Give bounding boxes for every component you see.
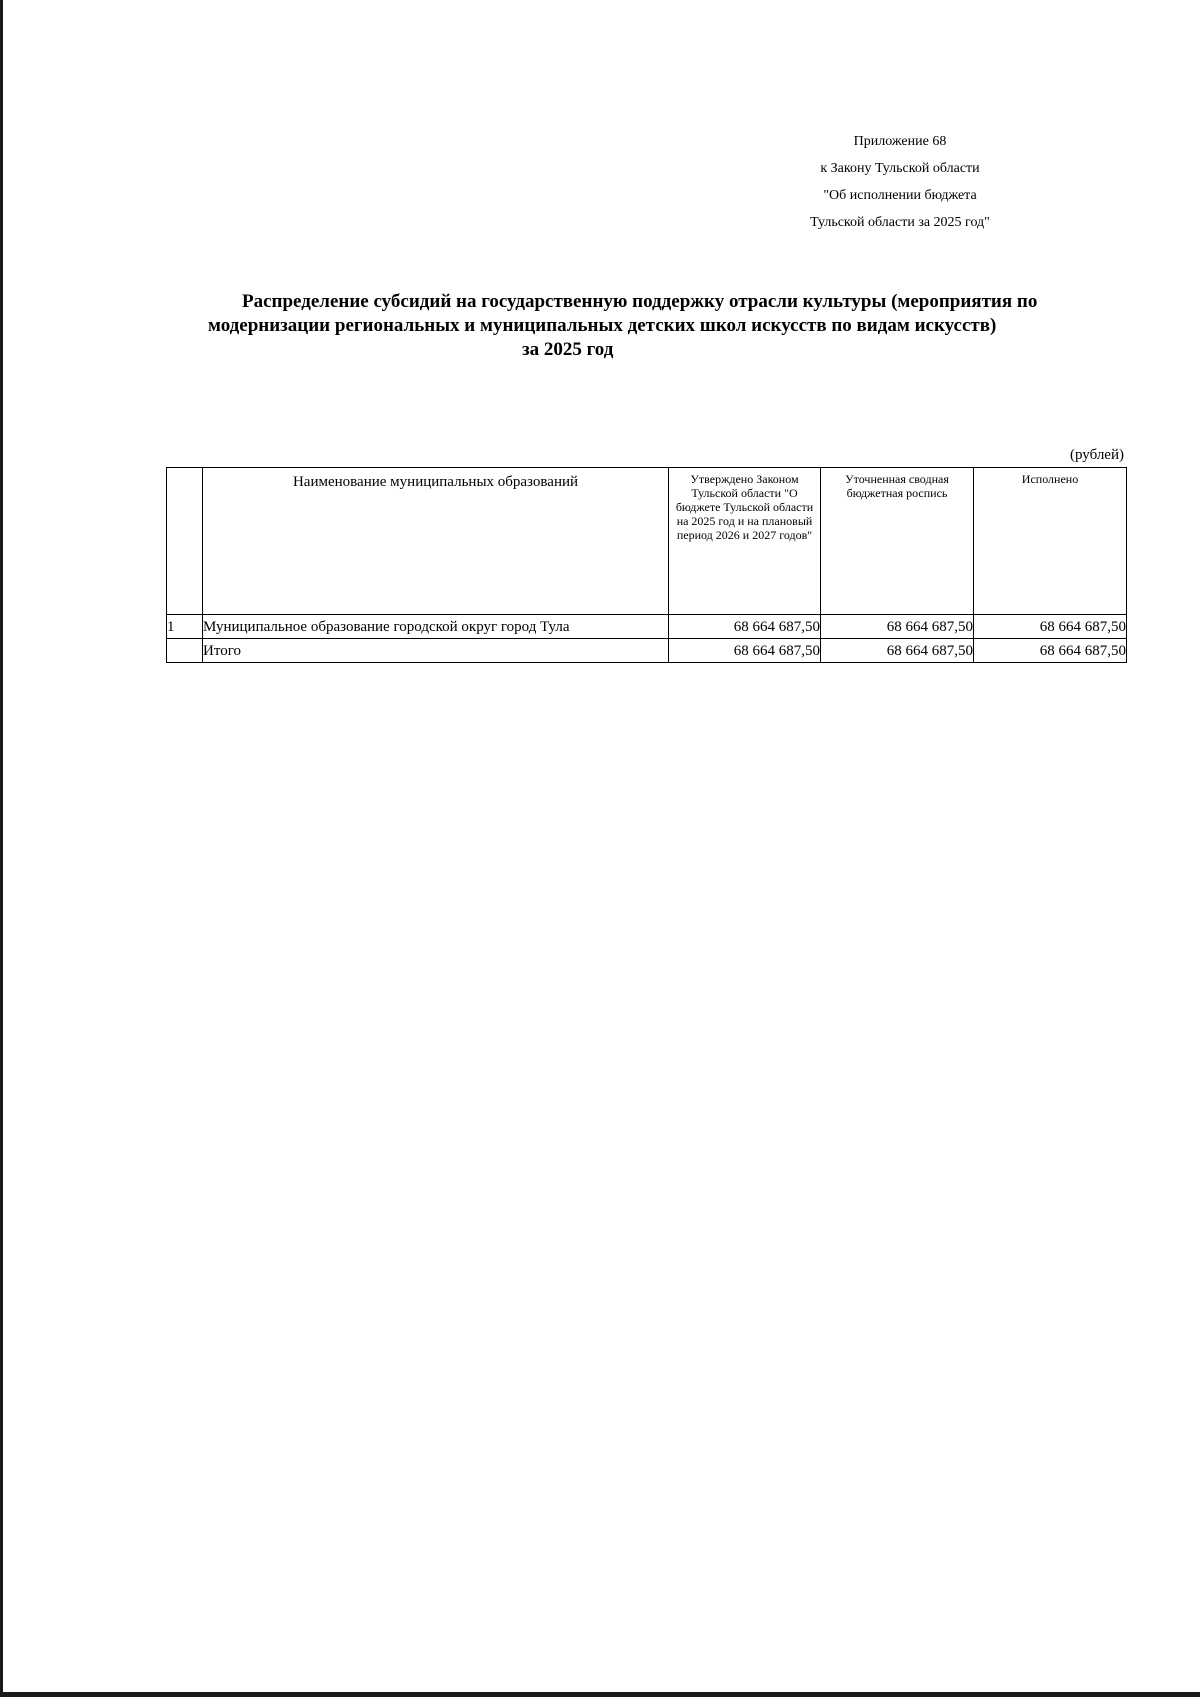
header-revised: Уточненная сводная бюджетная роспись: [821, 468, 974, 615]
row-approved: 68 664 687,50: [669, 615, 821, 639]
row-name: Муниципальное образование городской округ город Тула: [203, 615, 669, 639]
table-row: [167, 615, 1127, 639]
header-name: Наименование муниципальных образований: [203, 468, 669, 615]
row-executed: 68 664 687,50: [974, 615, 1127, 639]
title-line-1: Распределение субсидий на государственную поддержку отрасли культуры (мероприятия по: [242, 291, 1038, 312]
scan-edge-left: [0, 0, 3, 1697]
header-approved: Утверждено Законом Тульской области "О бюджете Тульской области на 2025 год и на плановый период 2026 и 2027 годов": [669, 468, 821, 615]
appendix-law-title-2: Тульской области за 2025 год": [810, 215, 990, 230]
subsidy-table: [166, 467, 1127, 663]
title-line-3: за 2025 год: [522, 339, 614, 360]
appendix-law-title-1: "Об исполнении бюджета: [823, 188, 977, 203]
table-total-row: [167, 639, 1127, 663]
title-line-2: модернизации региональных и муниципальных детских школ искусств по видам искусств): [208, 315, 997, 336]
header-number: [167, 468, 203, 615]
scan-edge-bottom: [0, 1692, 1200, 1697]
header-executed: Исполнено: [974, 468, 1127, 615]
appendix-block: [740, 128, 1060, 236]
row-revised: 68 664 687,50: [821, 615, 974, 639]
total-number: [167, 639, 203, 663]
total-approved: 68 664 687,50: [669, 639, 821, 663]
document-title: [190, 290, 1070, 362]
appendix-number: Приложение 68: [853, 134, 947, 149]
row-number: 1: [167, 615, 203, 639]
total-executed: 68 664 687,50: [974, 639, 1127, 663]
units-label: (рублей): [1069, 447, 1124, 463]
appendix-law-ref: к Закону Тульской области: [820, 161, 980, 176]
total-revised: 68 664 687,50: [821, 639, 974, 663]
total-name: Итого: [203, 639, 669, 663]
table-header-row: [167, 468, 1127, 615]
